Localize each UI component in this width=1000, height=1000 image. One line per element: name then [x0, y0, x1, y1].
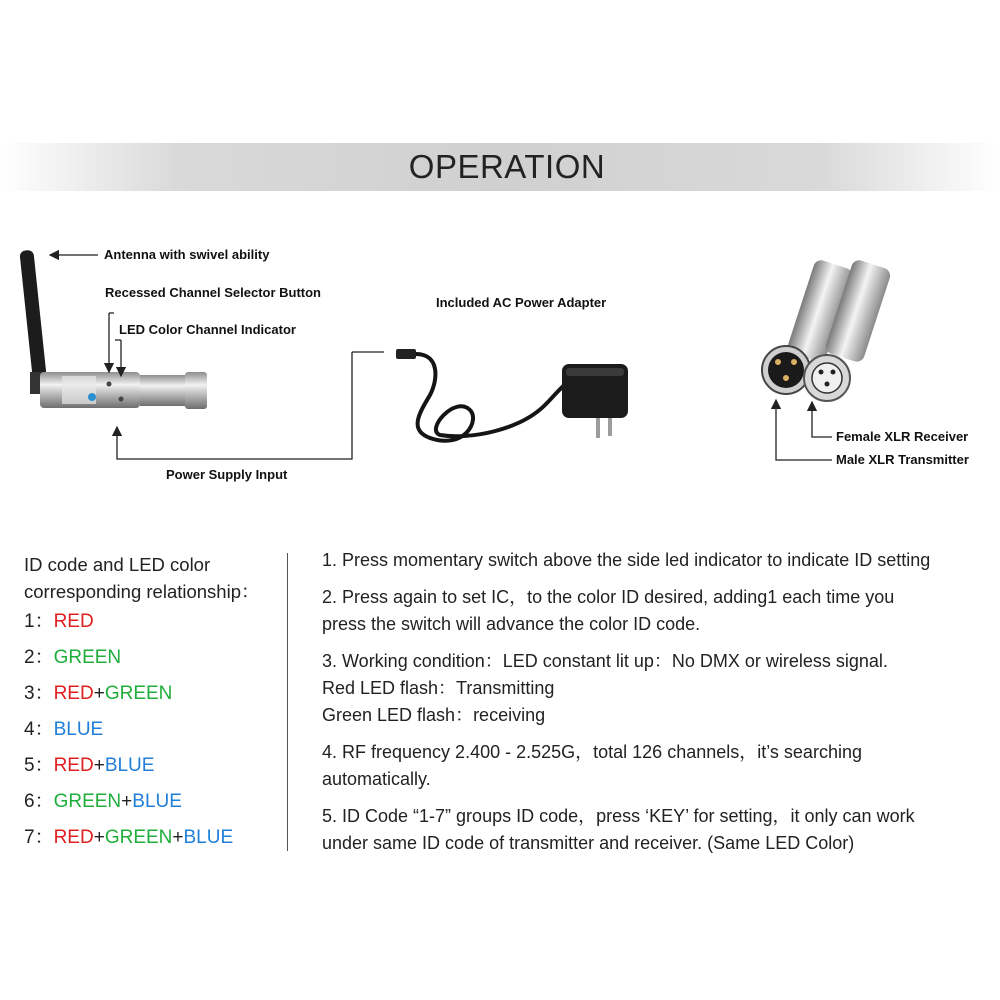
male-pin-1	[775, 359, 781, 365]
callout-power-adapter: Included AC Power Adapter	[436, 295, 607, 310]
adapter-prong-left	[596, 418, 600, 438]
adapter-cable	[416, 354, 568, 441]
callout-female-xlr: Female XLR Receiver	[836, 429, 969, 444]
callout-channel-button: Recessed Channel Selector Button	[105, 285, 321, 300]
color-blue: BLUE	[183, 827, 234, 848]
step-line: 4. RF frequency 2.400 - 2.525G，total 126 channels，it’s searching	[322, 742, 862, 762]
color-blue: BLUE	[132, 791, 182, 812]
xlr-connectors	[762, 258, 892, 401]
legend-num: 2：	[24, 647, 54, 668]
callout-led-indicator: LED Color Channel Indicator	[119, 322, 296, 337]
female-xlr-insulator	[812, 363, 842, 393]
legend-row-7	[24, 822, 233, 849]
male-pin-3	[783, 375, 789, 381]
step-line: 3. Working condition：LED constant lit up：No DMX or wireless signal.	[322, 651, 888, 671]
callout-male-xlr: Male XLR Transmitter	[836, 452, 969, 467]
color-green: GREEN	[104, 827, 173, 848]
callout-antenna: Antenna with swivel ability	[104, 247, 270, 262]
plus-sign: +	[121, 791, 133, 812]
female-socket-1	[819, 370, 824, 375]
xlr-end	[185, 372, 207, 409]
channel-button	[107, 382, 112, 387]
color-red: RED	[53, 683, 94, 704]
xlr-sleeve	[140, 375, 185, 406]
instruction-step-3	[322, 648, 997, 729]
led-indicator	[119, 397, 124, 402]
plus-sign: +	[172, 827, 184, 848]
ac-adapter	[396, 349, 628, 441]
adapter-highlight	[566, 368, 624, 376]
color-red: RED	[53, 755, 94, 776]
section-divider	[287, 553, 288, 851]
instruction-step-5	[322, 803, 997, 857]
legend-num: 3：	[24, 683, 54, 704]
step-line: press the switch will advance the color ID code.	[322, 614, 701, 634]
led-dot	[88, 393, 96, 401]
color-blue: BLUE	[104, 755, 155, 776]
antenna	[19, 250, 46, 379]
color-blue: BLUE	[53, 719, 104, 740]
page-title: OPERATION	[408, 148, 606, 185]
legend-row-3	[24, 678, 172, 705]
legend-num: 7：	[24, 827, 54, 848]
adapter-plug-tip	[396, 349, 416, 359]
adapter-prong-right	[608, 418, 612, 436]
female-socket-2	[831, 370, 836, 375]
color-green: GREEN	[104, 683, 173, 704]
instruction-step-4	[322, 739, 997, 793]
color-red: RED	[53, 611, 94, 632]
step-line: Green LED flash：receiving	[322, 705, 546, 725]
plus-sign: +	[93, 683, 105, 704]
legend-num: 1：	[24, 611, 54, 632]
step-line: 1. Press momentary switch above the side led indicator to indicate ID setting	[322, 550, 931, 570]
legend-title: ID code and LED color corresponding relationship：	[24, 554, 260, 602]
step-line: Red LED flash：Transmitting	[322, 678, 555, 698]
legend-num: 5：	[24, 755, 54, 776]
step-line: 2. Press again to set IC，to the color ID desired, adding1 each time you	[322, 587, 895, 607]
plus-sign: +	[93, 827, 105, 848]
color-green: GREEN	[53, 791, 122, 812]
color-red: RED	[53, 827, 94, 848]
instructions-list	[322, 547, 997, 867]
legend-row-2	[24, 642, 121, 669]
legend-row-6	[24, 786, 182, 813]
legend-num: 4：	[24, 719, 54, 740]
male-xlr-insulator	[768, 352, 804, 388]
instruction-step-1	[322, 547, 997, 574]
plus-sign: +	[93, 755, 105, 776]
legend-row-5	[24, 750, 154, 777]
step-line: 5. ID Code “1-7” groups ID code，press ‘KEY’ for setting，it only can work	[322, 806, 915, 826]
legend-num: 6：	[24, 791, 54, 812]
xlr-callout-lines	[776, 400, 832, 460]
step-line: automatically.	[322, 769, 431, 789]
male-pin-2	[791, 359, 797, 365]
female-socket-3	[825, 382, 830, 387]
callout-power-input: Power Supply Input	[166, 467, 288, 482]
legend-row-4	[24, 714, 103, 741]
color-green: GREEN	[53, 647, 122, 668]
instruction-step-2	[322, 584, 997, 638]
step-line: under same ID code of transmitter and receiver. (Same LED Color)	[322, 833, 855, 853]
legend-row-1	[24, 606, 94, 633]
